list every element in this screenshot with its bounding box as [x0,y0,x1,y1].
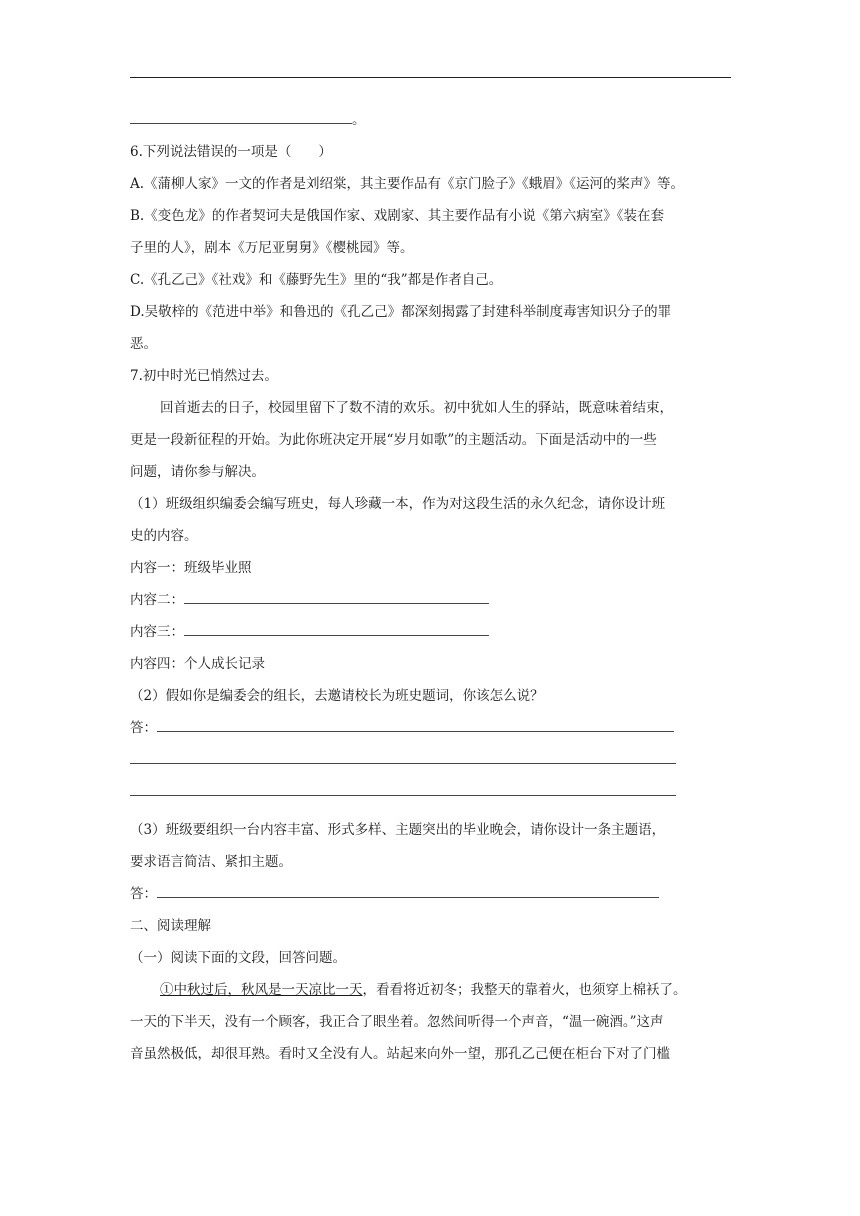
q6-option-d-line2: 恶。 [130,336,157,352]
q6-option-d-line1: D.吴敬梓的《范进中举》和鲁迅的《孔乙己》都深刻揭露了封建科举制度毒害知识分子的罪 [130,304,672,320]
answer-blank[interactable] [157,885,659,898]
answer-line-tail: 。 [130,104,731,136]
answer-blank[interactable] [130,111,352,124]
q7-part2-answer-line2 [130,744,731,776]
passage-line1: ①中秋过后，秋风是一天凉比一天，看看将近初冬；我整天的靠着火，也须穿上棉袄了。 [160,982,687,998]
q7-intro-line1: 回首逝去的日子，校园里留下了数不清的欢乐。初中犹如人生的驿站，既意味着结束， [160,400,673,416]
content-2-blank[interactable] [184,591,489,604]
section-2-title: 二、阅读理解 [130,918,211,934]
content-item-3: 内容三： [130,616,731,648]
q6-option-b-line2: 子里的人》，剧本《万尼亚舅舅》《樱桃园》等。 [130,240,414,256]
q7-part2-answer-line1: 答： [130,712,731,744]
q7-part1-line1: （1）班级组织编委会编写班史，每人珍藏一本，作为对这段生活的永久纪念，请你设计班 [130,496,666,512]
q7-intro-line2: 更是一段新征程的开始。为此你班决定开展“岁月如歌”的主题活动。下面是活动中的一些 [130,432,657,448]
answer-blank[interactable] [157,719,674,732]
content-item-2: 内容二： [130,584,731,616]
q7-intro-line3: 问题，请你参与解决。 [130,464,265,480]
answer-blank[interactable] [130,751,676,764]
q7-stem: 7.初中时光已悄然过去。 [130,368,278,384]
passage-line3: 音虽然极低，却很耳熟。看时又全没有人。站起来向外一望，那孔乙己便在柜台下对了门槛 [130,1046,670,1062]
q7-part2-answer-line3 [130,776,731,808]
content-item-4: 内容四：个人成长记录 [130,656,265,672]
q7-part3-line2: 要求语言简洁、紧扣主题。 [130,854,292,870]
content-item-1: 内容一：班级毕业照 [130,560,252,576]
q6-stem: 6.下列说法错误的一项是（ ） [130,144,332,160]
section-2-subtitle: （一）阅读下面的文段，回答问题。 [130,950,346,966]
passage-line2: 一天的下半天，没有一个顾客，我正合了眼坐着。忽然间听得一个声音，“温一碗酒。”这声 [130,1014,664,1030]
q7-part3-line1: （3）班级要组织一台内容丰富、形式多样、主题突出的毕业晚会，请你设计一条主题语， [130,822,666,838]
q7-part2: （2）假如你是编委会的组长，去邀请校长为班史题词，你该怎么说？ [130,688,544,704]
q6-option-c: C.《孔乙己》《社戏》和《藤野先生》里的“我”都是作者自己。 [130,272,503,288]
q7-part3-answer: 答： [130,878,731,910]
header-rule [130,77,731,78]
q7-part1-line2: 史的内容。 [130,528,198,544]
q6-option-b-line1: B.《变色龙》的作者契诃夫是俄国作家、戏剧家、其主要作品有小说《第六病室》《装在套 [130,208,664,224]
content-3-blank[interactable] [184,623,489,636]
document-content [130,104,731,1070]
answer-blank[interactable] [130,783,676,796]
q6-option-a: A.《蒲柳人家》一文的作者是刘绍棠，其主要作品有《京门脸子》《蛾眉》《运河的桨声》等。 [130,176,685,192]
